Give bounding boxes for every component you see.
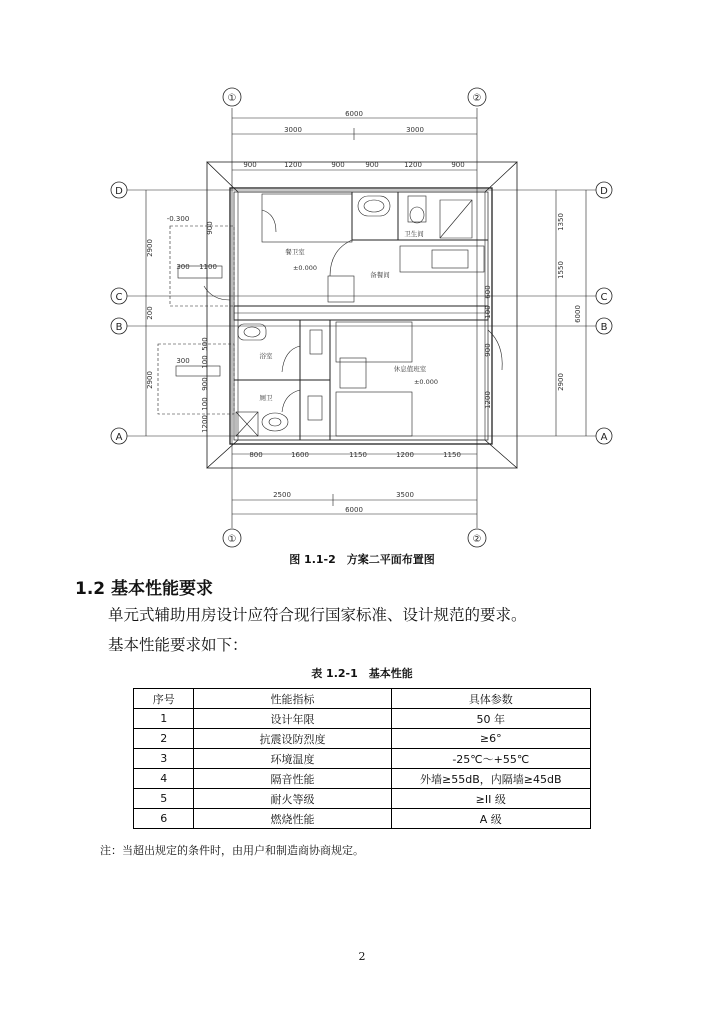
table-cell: 3: [134, 749, 194, 769]
axis-label: ①: [227, 534, 237, 545]
dim-label: 6000: [345, 110, 363, 118]
dim-label: 300: [176, 263, 190, 271]
dim-label: 1200: [396, 451, 414, 459]
table-header: 序号: [134, 689, 194, 709]
room-label: 休息值班室: [393, 365, 427, 373]
table-caption: 表 1.2-1 基本性能: [311, 667, 413, 680]
dim-label: 2900: [146, 239, 154, 257]
axis-label: A: [600, 432, 608, 443]
table-row: [134, 809, 591, 829]
dim-label: 100: [201, 355, 209, 369]
dim-label: 2900: [557, 373, 565, 391]
dim-label: 6000: [345, 506, 363, 514]
dim-label: 100: [484, 305, 492, 319]
axis-label: ①: [227, 93, 237, 104]
dim-label: 500: [201, 337, 209, 351]
table-note: 注：当超出规定的条件时，由用户和制造商协商规定。: [100, 844, 364, 857]
dim-label: 600: [484, 285, 492, 299]
axis-label: ②: [472, 93, 482, 104]
dim-label: 1200: [484, 391, 492, 409]
table-cell: 50 年: [391, 709, 590, 729]
dim-label: 900: [484, 343, 492, 357]
dim-label: 1200: [201, 415, 209, 433]
dim-label: 900: [451, 161, 465, 169]
table-cell: 1: [134, 709, 194, 729]
dim-label: 300: [176, 357, 190, 365]
dim-label: 1200: [404, 161, 422, 169]
dim-label: 800: [249, 451, 263, 459]
dim-label: 1150: [349, 451, 367, 459]
table-cell: 环境温度: [194, 749, 391, 769]
dim-label: 1550: [557, 261, 565, 279]
dim-label: 900: [206, 221, 214, 235]
table-cell: 6: [134, 809, 194, 829]
table-cell: 4: [134, 769, 194, 789]
room-level: ±0.000: [292, 264, 318, 272]
dim-label: 3000: [406, 126, 424, 134]
table-row: [134, 749, 591, 769]
dim-label: 100: [201, 397, 209, 411]
room-label: 餐卫室: [285, 248, 305, 256]
table-cell: 设计年限: [194, 709, 391, 729]
table-header-row: [134, 689, 591, 709]
room-level: ±0.000: [413, 378, 439, 386]
dim-label: 1100: [199, 263, 217, 271]
table-cell: 燃烧性能: [194, 809, 391, 829]
paragraph: 基本性能要求如下：: [108, 636, 248, 654]
dim-label: 3000: [284, 126, 302, 134]
dim-label: 1600: [291, 451, 309, 459]
axis-label: B: [115, 322, 123, 333]
dim-label: 2900: [146, 371, 154, 389]
table-cell: 抗震设防烈度: [194, 729, 391, 749]
room-label: 浴室: [259, 352, 273, 360]
axis-label: C: [115, 292, 123, 303]
axis-label: D: [115, 186, 123, 197]
room-label: 备餐间: [370, 271, 390, 279]
dim-label: 1200: [284, 161, 302, 169]
table-row: [134, 789, 591, 809]
dim-label: 3500: [396, 491, 414, 499]
figure-caption: 图 1.1-2 方案二平面布置图: [289, 553, 435, 566]
room-label: 卫生间: [404, 230, 424, 238]
dim-label: 1350: [557, 213, 565, 231]
table-row: [134, 729, 591, 749]
table-header: 具体参数: [391, 689, 590, 709]
level-mark: -0.300: [166, 215, 190, 223]
dim-label: 900: [201, 377, 209, 391]
paragraph: 单元式辅助用房设计应符合现行国家标准、设计规范的要求。: [108, 606, 527, 624]
axis-label: C: [600, 292, 608, 303]
table-cell: 隔音性能: [194, 769, 391, 789]
table-header: 性能指标: [194, 689, 391, 709]
table-cell: ≥6°: [391, 729, 590, 749]
table-row: [134, 769, 591, 789]
section-title: 1.2 基本性能要求: [75, 579, 214, 599]
dim-label: 900: [243, 161, 257, 169]
table-row: [134, 709, 591, 729]
performance-table: [133, 688, 591, 829]
table-cell: -25℃～+55℃: [391, 749, 590, 769]
table-cell: ≥II 级: [391, 789, 590, 809]
axis-label: ②: [472, 534, 482, 545]
table-cell: 2: [134, 729, 194, 749]
table-cell: 5: [134, 789, 194, 809]
dim-label: 2500: [273, 491, 291, 499]
dim-label: 200: [146, 306, 154, 320]
axis-label: A: [115, 432, 123, 443]
page-number: 2: [358, 950, 366, 963]
dim-label: 900: [365, 161, 379, 169]
dim-label: 900: [331, 161, 345, 169]
table-cell: 耐火等级: [194, 789, 391, 809]
axis-label: B: [600, 322, 608, 333]
room-label: 厕卫: [259, 394, 273, 402]
table-cell: A 级: [391, 809, 590, 829]
dim-label: 1150: [443, 451, 461, 459]
axis-label: D: [600, 186, 608, 197]
table-cell: 外墙≥55dB，内隔墙≥45dB: [391, 769, 590, 789]
dim-label: 6000: [574, 305, 582, 323]
